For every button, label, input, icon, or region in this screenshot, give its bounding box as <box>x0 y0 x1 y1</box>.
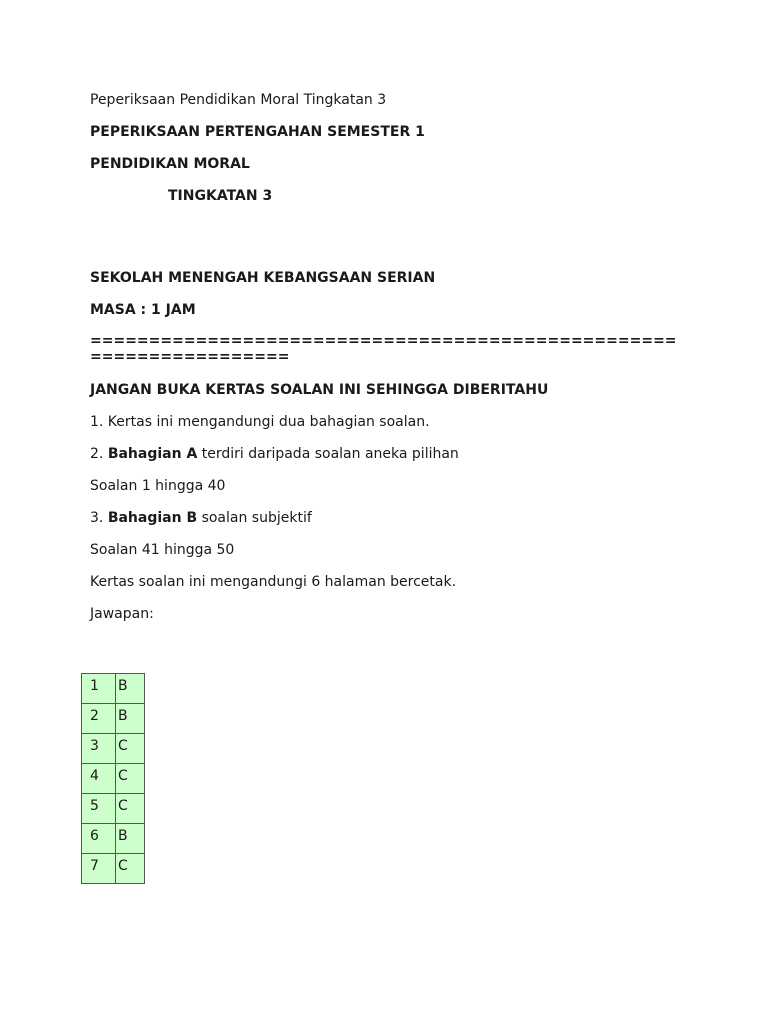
answer-cell: C <box>116 764 145 794</box>
question-number: 7 <box>82 854 116 884</box>
answers-label: Jawapan: <box>90 606 154 622</box>
question-number: 3 <box>82 734 116 764</box>
answer-cell: B <box>116 704 145 734</box>
question-number: 5 <box>82 794 116 824</box>
section-b-range: Soalan 41 hingga 50 <box>90 542 235 558</box>
instruction-2-text: terdiri daripada soalan aneka pilihan <box>197 446 459 462</box>
exam-duration: MASA : 1 JAM <box>90 302 196 318</box>
table-row <box>82 794 145 824</box>
instruction-3-number: 3. <box>90 510 108 526</box>
table-row <box>82 674 145 704</box>
pages-note: Kertas soalan ini mengandungi 6 halaman bercetak. <box>90 574 457 590</box>
instruction-3 <box>90 509 730 527</box>
section-a-label: Bahagian A <box>107 446 198 462</box>
section-b-label: Bahagian B <box>107 510 198 526</box>
table-row <box>82 854 145 884</box>
answer-cell: C <box>116 794 145 824</box>
question-number: 2 <box>82 704 116 734</box>
school-name: SEKOLAH MENENGAH KEBANGSAAN SERIAN <box>90 270 436 286</box>
question-number: 6 <box>82 824 116 854</box>
subject-name: PENDIDIKAN MORAL <box>90 156 250 172</box>
table-row <box>82 824 145 854</box>
table-row <box>82 704 145 734</box>
exam-name: PEPERIKSAAN PERTENGAHAN SEMESTER 1 <box>90 124 425 140</box>
question-number: 4 <box>82 764 116 794</box>
answer-cell: C <box>116 734 145 764</box>
answer-cell: B <box>116 824 145 854</box>
table-row <box>82 734 145 764</box>
document-title: Peperiksaan Pendidikan Moral Tingkatan 3 <box>90 92 387 108</box>
section-a-range: Soalan 1 hingga 40 <box>90 478 226 494</box>
table-row <box>82 764 145 794</box>
instruction-2 <box>90 445 730 463</box>
answer-cell: C <box>116 854 145 884</box>
answer-table <box>81 673 145 884</box>
warning-text: JANGAN BUKA KERTAS SOALAN INI SEHINGGA DIBERITAHU <box>90 382 549 398</box>
separator-row: ================= <box>90 349 290 365</box>
document-body <box>90 91 730 637</box>
question-number: 1 <box>82 674 116 704</box>
instruction-2-number: 2. <box>90 446 108 462</box>
separator-line <box>90 333 675 365</box>
separator-row: ================================================== <box>90 333 677 349</box>
instruction-3-text: soalan subjektif <box>197 510 312 526</box>
answer-cell: B <box>116 674 145 704</box>
form-level: TINGKATAN 3 <box>168 188 273 204</box>
instruction-1: 1. Kertas ini mengandungi dua bahagian soalan. <box>90 414 430 430</box>
